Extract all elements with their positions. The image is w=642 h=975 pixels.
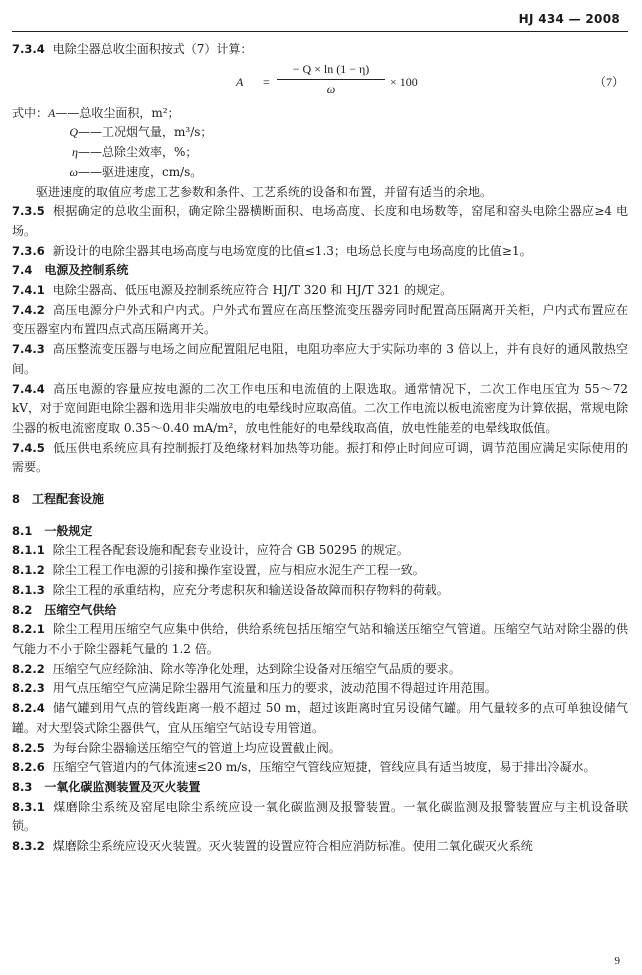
section-number: 8.1 (12, 523, 33, 538)
symbol-desc: ——总除尘效率，%； (78, 145, 198, 160)
clause-number: 8.1.1 (12, 543, 45, 558)
clause-text: 除尘工程的承重结构，应充分考虑积灰和输送设备故障而积存物料的荷载。 (52, 582, 449, 597)
clause-8-1-2 (12, 561, 628, 581)
clause-8-2-6 (12, 758, 628, 778)
section-number: 8.2 (12, 602, 33, 617)
clause-8-3-2 (12, 837, 628, 857)
clause-number: 7.3.5 (12, 204, 45, 219)
clause-number: 8.2.4 (12, 701, 45, 716)
formula-denominator: ω (326, 81, 336, 96)
clause-text: 储气罐到用气点的管线距离一般不超过 50 m，超过该距离时宜另设储气罐。用气量较多的点可单独设储气罐。对大型袋式除尘器供气，宜从压缩空气站设专用管道。 (12, 701, 628, 735)
clause-number: 8.1.2 (12, 563, 45, 578)
clause-8-3-1 (12, 798, 628, 837)
clause-text: 高压电源分户外式和户内式。户外式布置应在高压整流变压器旁同时配置高压隔离开关柜，户内式布置应在变压器室内布置四点式高压隔离开关。 (12, 302, 628, 337)
symbol: η (72, 145, 78, 160)
clause-7-3-4 (12, 40, 628, 60)
section-heading-8-3 (12, 778, 628, 798)
section-number: 8.3 (12, 779, 33, 794)
symbol-row (12, 104, 628, 124)
clause-7-4-3 (12, 340, 628, 379)
formula-numerator: − Q × ln (1 − η) (277, 60, 385, 80)
clause-text: 煤磨除尘系统及窑尾电除尘系统应设一氧化碳监测及报警装置。一氧化碳监测及报警装置应与主机设备联锁。 (12, 799, 628, 834)
formula-multiplier: × 100 (390, 74, 418, 89)
clause-7-4-1 (12, 281, 628, 301)
symbol-row (12, 143, 628, 163)
clause-8-1-1 (12, 541, 628, 561)
clause-number: 7.4.3 (12, 342, 45, 357)
section-heading-8-2 (12, 601, 628, 621)
clause-number: 7.3.6 (12, 243, 45, 258)
symbol-desc: ——总收尘面积，m²； (55, 105, 180, 120)
formula-number: （7） (593, 74, 624, 89)
clause-text: 煤磨除尘系统应设灭火装置。灭火装置的设置应符合相应消防标准。使用二氧化碳灭火系统 (52, 839, 533, 854)
section-title: 一氧化碳监测装置及灭火装置 (44, 779, 201, 794)
clause-text: 高压电源的容量应按电源的二次工作电压和电流值的上限选取。通常情况下，二次工作电压宜为 55～72 kV，对于宽间距电除尘器和选用非尖端放电的电晕线时应取高值。二次工作电流以板电流密度为计算依据，常规电除尘器的板电流密度取 0.35～0.40 mA/m²，放电性能好的电晕线取高值，放电性能差的电晕线取低值。 (12, 381, 628, 435)
section-title: 一般规定 (44, 523, 93, 538)
symbol: Q (69, 125, 78, 140)
clause-text: 除尘工程各配套设施和配套专业设计，应符合 GB 50295 的规定。 (52, 543, 409, 558)
clause-text: 除尘工程工作电源的引接和操作室设置，应与相应水泥生产工程一致。 (52, 563, 425, 578)
chapter-heading-8 (12, 490, 628, 510)
formula-fraction (277, 60, 385, 98)
section-heading-7-4 (12, 261, 628, 281)
where-label: 式中： (12, 105, 49, 120)
clause-7-3-5 (12, 202, 628, 241)
clause-number: 8.2.3 (12, 681, 45, 696)
clause-text: 电除尘器总收尘面积按式（7）计算： (52, 42, 253, 56)
symbol-row (12, 163, 628, 183)
clause-number: 8.2.5 (12, 740, 45, 755)
header-rule (12, 31, 628, 32)
page-number: 9 (614, 955, 620, 967)
clause-text: 压缩空气应经除油、除水等净化处理，达到除尘设备对压缩空气品质的要求。 (52, 661, 461, 676)
clause-number: 7.4.5 (12, 440, 45, 455)
standard-code: HJ 434 — 2008 (518, 12, 620, 26)
clause-7-3-6 (12, 242, 628, 262)
symbol: ω (69, 164, 78, 179)
clause-text: 为每台除尘器输送压缩空气的管道上均应设置截止阀。 (52, 740, 341, 755)
clause-text: 用气点压缩空气应满足除尘器用气流量和压力的要求，波动范围不得超过许用范围。 (52, 681, 497, 696)
clause-text: 电除尘器高、低压电源及控制系统应符合 HJ/T 320 和 HJ/T 321 的规定。 (52, 283, 453, 298)
symbol-list (12, 104, 628, 183)
clause-number: 8.2.1 (12, 622, 45, 637)
clause-text: 除尘工程用压缩空气应集中供给，供给系统包括压缩空气站和输送压缩空气管道。压缩空气站对除尘器的供气能力不小于除尘器耗气量的 1.2 倍。 (12, 622, 628, 656)
clause-8-2-1 (12, 620, 628, 659)
clause-number: 8.3.1 (12, 799, 45, 814)
clause-text: 低压供电系统应具有控制振打及绝缘材料加热等功能。振打和停止时间应可调，调节范围应满足实际使用的需要。 (12, 440, 628, 475)
symbol-row (12, 123, 628, 143)
section-title: 压缩空气供给 (44, 602, 117, 617)
clause-number: 8.1.3 (12, 582, 45, 597)
chapter-title: 工程配套设施 (32, 492, 105, 507)
clause-number: 7.4.2 (12, 302, 45, 317)
section-title: 电源及控制系统 (44, 263, 129, 278)
clause-8-2-5 (12, 739, 628, 759)
clause-8-2-2 (12, 660, 628, 680)
section-number: 7.4 (12, 263, 33, 278)
clause-number: 7.4.4 (12, 381, 45, 396)
chapter-number: 8 (12, 492, 21, 507)
clause-text: 新设计的电除尘器其电场高度与电场宽度的比值≤1.3；电场总长度与电场高度的比值≥1。 (52, 243, 532, 258)
symbol-desc: ——工况烟气量，m³/s； (78, 125, 213, 140)
clause-number: 8.2.6 (12, 760, 45, 775)
clause-7-4-4 (12, 380, 628, 439)
formula-equals: = (263, 74, 270, 89)
clause-text: 压缩空气管道内的气体流速≤20 m/s，压缩空气管线应短捷，管线应具有适当坡度，易于排出冷凝水。 (52, 760, 596, 775)
clause-7-4-2 (12, 301, 628, 340)
document-body (12, 40, 628, 857)
symbol: A (48, 105, 56, 120)
clause-8-2-3 (12, 679, 628, 699)
clause-text: 根据确定的总收尘面积，确定除尘器横断面积、电场高度、长度和电场数等，窑尾和窑头电除尘器应≥4 电场。 (12, 204, 628, 238)
formula-7 (12, 60, 628, 104)
clause-number: 7.4.1 (12, 283, 45, 298)
clause-number: 8.2.2 (12, 661, 45, 676)
symbol-desc: ——驱进速度，cm/s。 (78, 164, 203, 179)
clause-7-4-5 (12, 439, 628, 478)
clause-note: 驱进速度的取值应考虑工艺参数和条件、工艺系统的设备和布置，并留有适当的余地。 (36, 184, 493, 199)
clause-8-1-3 (12, 581, 628, 601)
clause-text: 高压整流变压器与电场之间应配置阻尼电阻，电阻功率应大于实际功率的 3 倍以上，并有良好的通风散热空间。 (12, 342, 628, 376)
clause-number: 7.3.4 (12, 42, 45, 56)
clause-number: 8.3.2 (12, 839, 45, 854)
formula-lhs: A (236, 74, 244, 89)
section-heading-8-1 (12, 522, 628, 542)
clause-8-2-4 (12, 699, 628, 738)
